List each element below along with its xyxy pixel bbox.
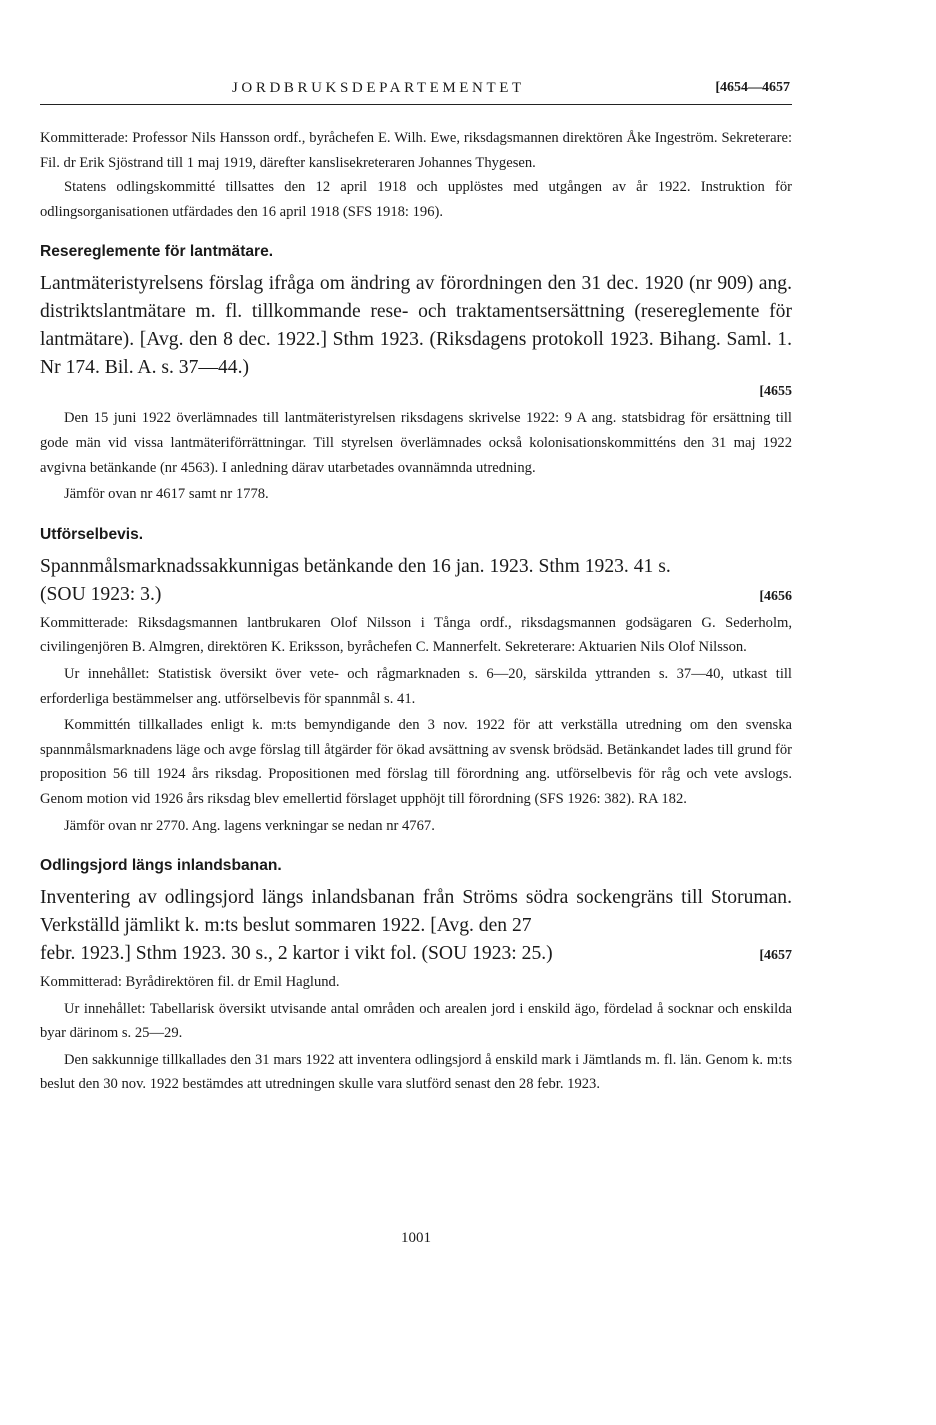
entry-4657-background: Den sakkunnige tillkallades den 31 mars 1922 att inventera odlingsjord å enskild mark i Jämtlands m. fl. län. Genom k. m:ts beslut den 30 nov. 1922 bestämdes att utredningen skulle vara slutförd senast den 28 febr. 1923. (40, 1051, 792, 1093)
department-title: JORDBRUKSDEPARTEMENTET (232, 80, 525, 96)
entry-title-4657-last-line (40, 940, 792, 970)
section-heading-resereglemente: Resereglemente för lantmätare. (40, 243, 274, 261)
page-content (40, 126, 792, 1097)
entry-4657-contents: Ur innehållet: Tabellarisk översikt utvisande antal områden och arealen jord i enskild ägo, fördelad å socknar och enskilda byar därinom s. 25—29. (40, 1000, 792, 1042)
entry-4656-see-also: Jämför ovan nr 2770. Ang. lagens verkningar se nedan nr 4767. (64, 817, 435, 834)
entry-4656-committee: Kommitterade: Riksdagsmannen lantbrukaren Olof Nilsson i Tånga ordf., riksdagsmannen godsägaren G. Sederholm, civilingenjören B. Almgren, direktören K. Eriksson, byråchefen C. Mannerfelt. Sekreterare: Aktuarien Nils Olof Nilsson. (40, 614, 792, 656)
entry-4655-paragraph-1: Den 15 juni 1922 överlämnades till lantmäteristyrelsen riksdagens skrivelse 1922: 9 A ang. statsbidrag för ersättning till gode män vid vissa lantmäteriförrättningar. Till styrelsen överlämnades också kolonisationskommitténs den 31 maj 1922 avgivna betänkande (nr 4563). I anledning därav utarbetades ovannämnda utredning. (40, 410, 792, 476)
entry-number-4656: [4656 (759, 588, 792, 604)
entry-4656-background: Kommittén tillkallades enligt k. m:ts bemyndigande den 3 nov. 1922 för att verkställa utredning om den svenska spannmålsmarknadens läge och avge förslag till åtgärder för ökad avsättning av svensk brödsäd. Betänkandet lades till grund för proposition 56 till 1924 års riksdag. Propositionen med förslag till förordning ang. utförselbevis för råg och vete avslogs. Genom motion vid 1926 års riksdag blev emellertid förslaget upphöjt till förordning (SFS 1926: 382). RA 182. (40, 717, 792, 807)
entry-title-4657-line-last: febr. 1923.] Sthm 1923. 30 s., 2 kartor i vikt fol. (SOU 1923: 25.) (40, 943, 553, 965)
entry-title-4655: Lantmäteristyrelsens förslag ifråga om ändring av förordningen den 31 dec. 1920 (nr 909) ang. distriktslantmätare m. fl. tillkommande rese- och traktamentsersättning (resereglemente för lantmätare). [Avg. den 8 dec. 1922.] Sthm 1923. (Riksdagens protokoll 1923. Bihang. Saml. 1. Nr 174. Bil. A. s. 37—44.) (40, 273, 792, 379)
entry-number-4655: [4655 (759, 384, 792, 400)
document-page (40, 0, 792, 1425)
entry-4657-committee: Kommitterad: Byrådirektören fil. dr Emil Haglund. (40, 974, 340, 991)
entry-title-4656-last-line (40, 581, 792, 611)
entry-number-4657: [4657 (759, 948, 792, 964)
entry-4655-paragraph-2: Jämför ovan nr 4617 samt nr 1778. (64, 486, 269, 503)
entry-title-4656-line-1: Spannmålsmarknadssakkunnigas betänkande den 16 jan. 1923. Sthm 1923. 41 s. (40, 555, 671, 577)
entry-4656-contents: Ur innehållet: Statistisk översikt över vete- och rågmarknaden s. 6—20, särskilda yttranden s. 37—40, utkast till erforderliga bestämmelser ang. utförselbevis för spannmål s. 41. (40, 665, 792, 707)
commission-dates-paragraph: Statens odlingskommitté tillsattes den 12 april 1918 och upplöstes med utgången av år 1922. Instruktion för odlingsorganisationen utfärdades den 16 april 1918 (SFS 1918: 196). (40, 179, 792, 220)
section-heading-utforselbevis: Utförselbevis. (40, 525, 144, 543)
running-header (40, 80, 792, 105)
entry-title-4656 (40, 553, 792, 581)
entry-range: [4654—4657 (715, 80, 790, 95)
page-number: 1001 (401, 1230, 431, 1246)
section-heading-odlingsjord: Odlingsjord längs inlandsbanan. (40, 857, 282, 875)
entry-title-4656-line-2: (SOU 1923: 3.) (40, 583, 162, 605)
committee-members-paragraph: Kommitterade: Professor Nils Hansson ordf., byråchefen E. Wilh. Ewe, riksdagsmannen direktören Åke Ingeström. Sekreterare: Fil. dr Erik Sjöstrand till 1 maj 1919, därefter kanslisekreteraren Johannes Thygesen. (40, 130, 792, 171)
entry-title-4657: Inventering av odlingsjord längs inlandsbanan från Ströms södra sockengräns till Storuman. Verkställd jämlikt k. m:ts beslut sommaren 1922. [Avg. den 27 (40, 887, 792, 937)
